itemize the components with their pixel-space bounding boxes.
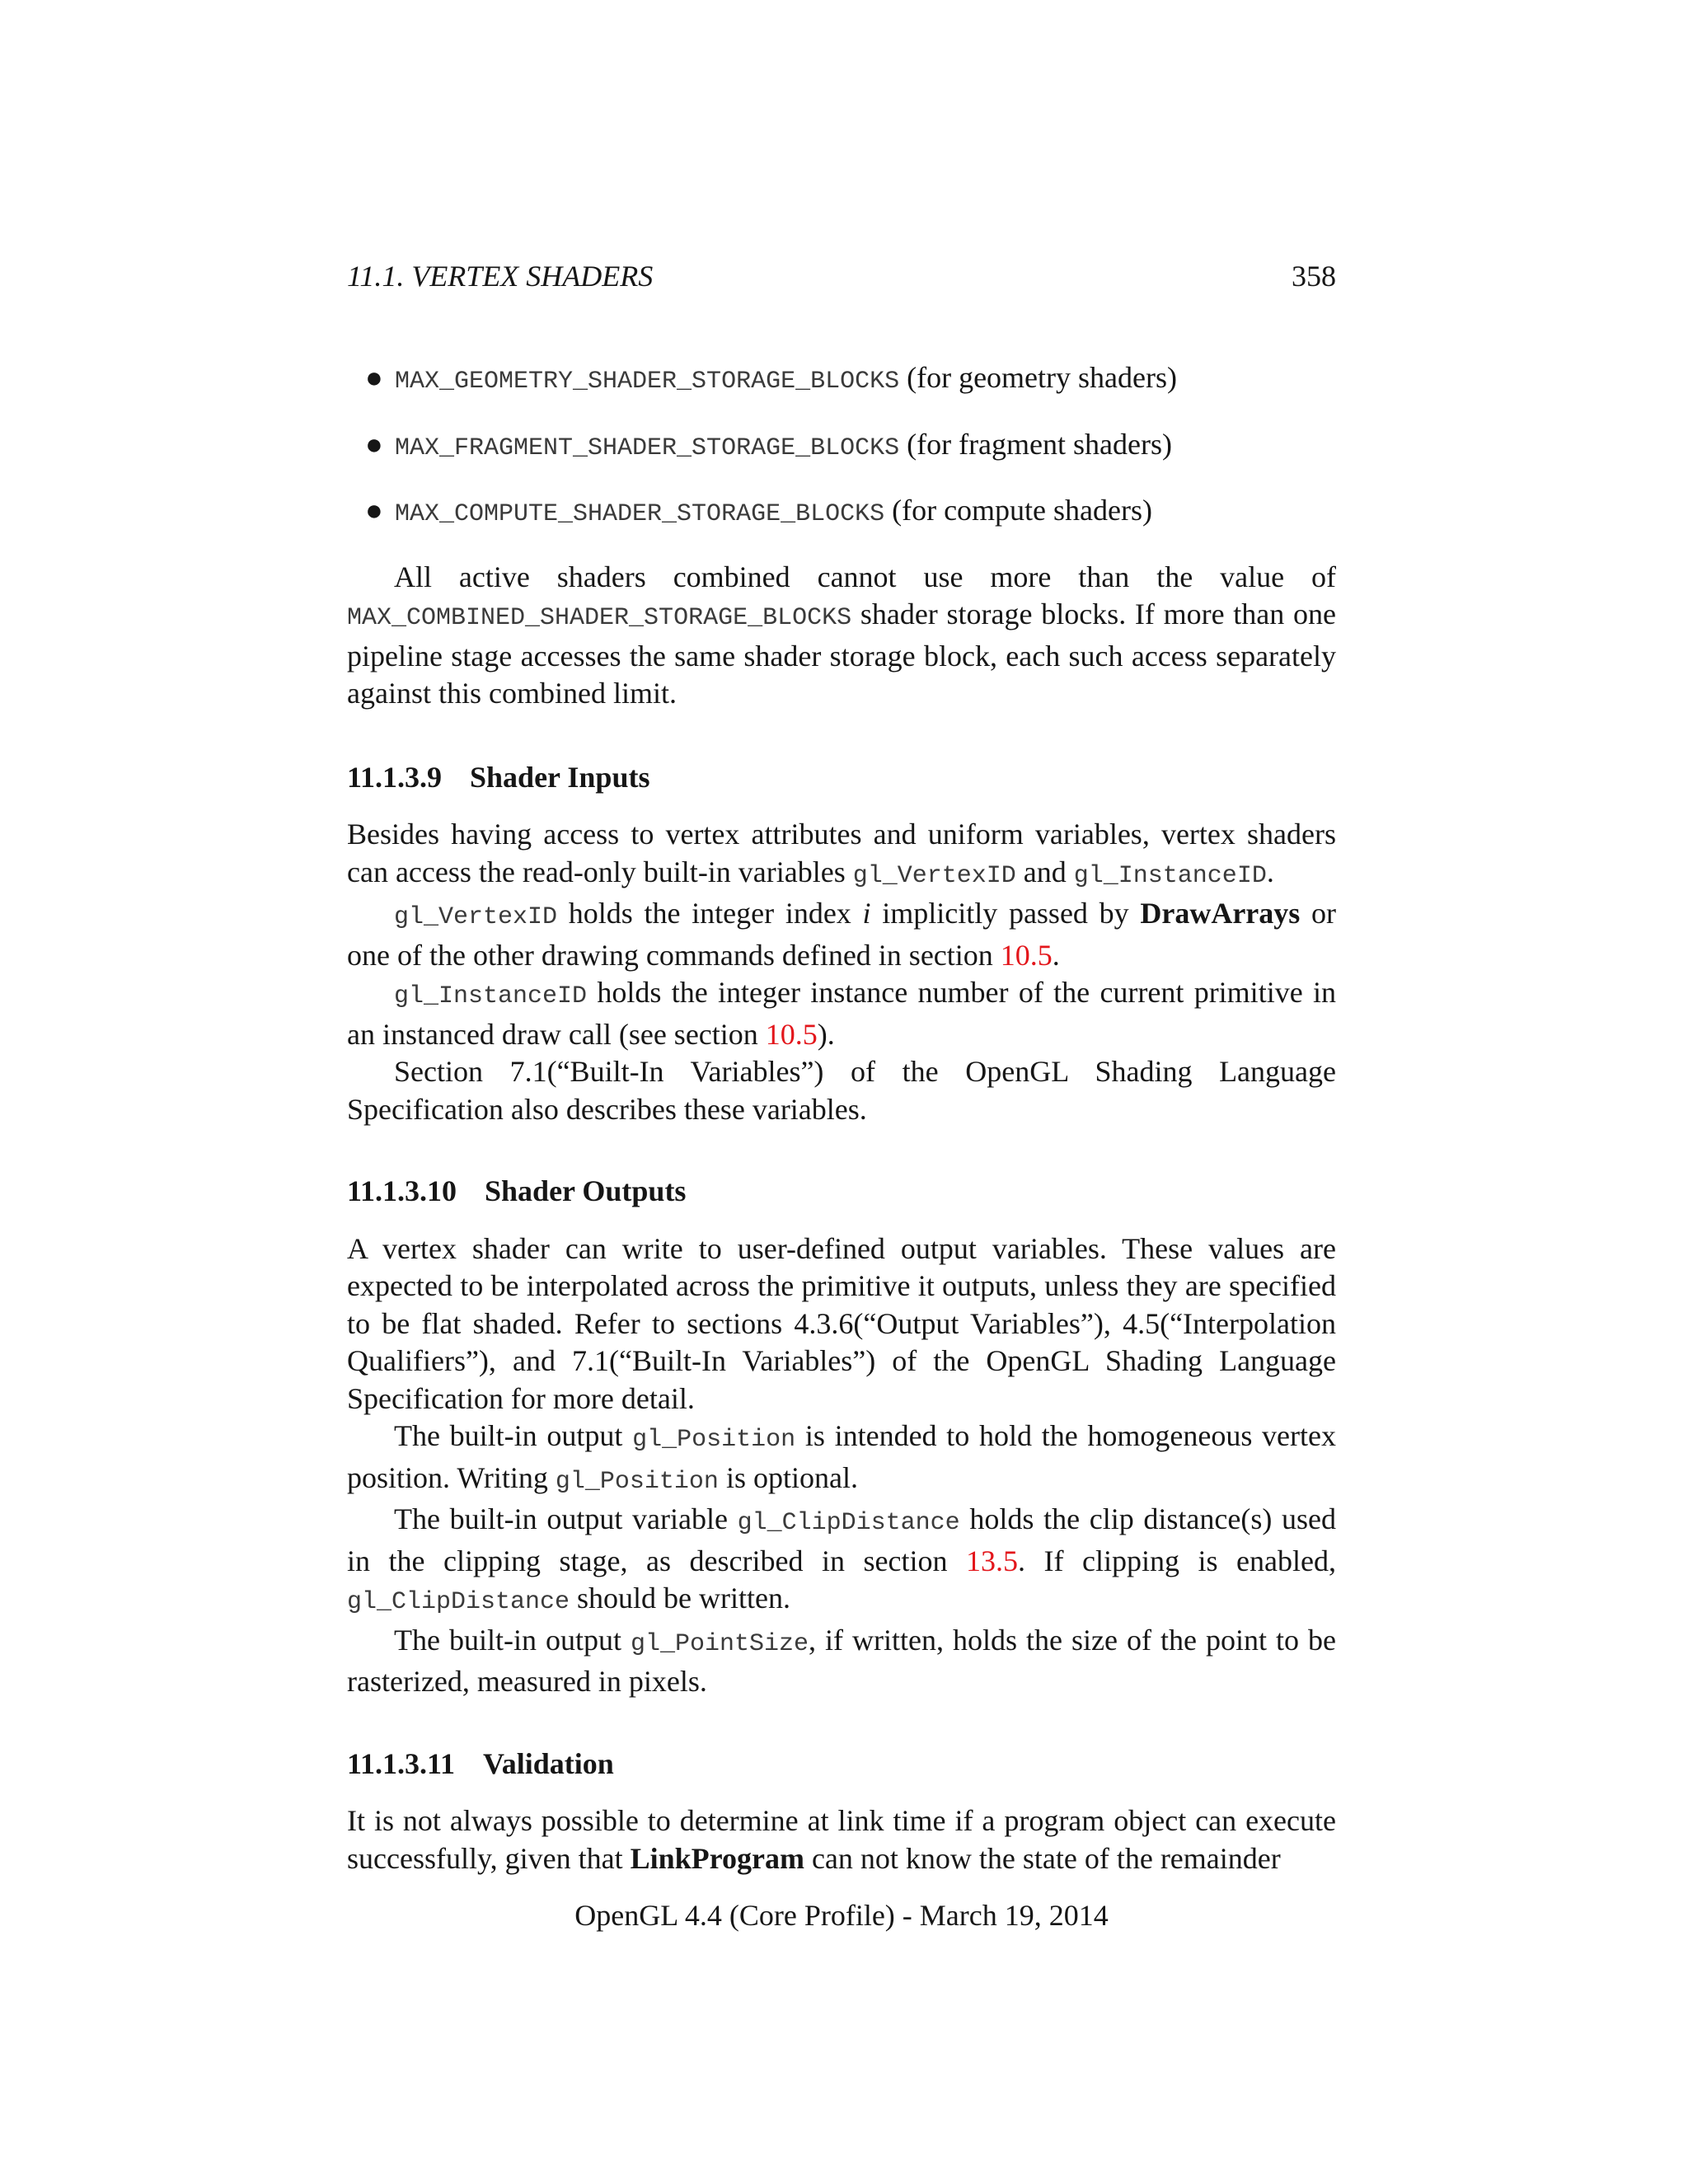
text: and — [1015, 855, 1074, 888]
text: . — [1266, 855, 1274, 888]
outputs-paragraph-1: A vertex shader can write to user-defined output variables. These values are expected to be interpolated across the primitive it outputs, unless they are specified to be flat shaded. Refer to sections 4.3.6(“Output Variables”), 4.5(“Interpolation Qualifiers”), and 7.1(“Built-In Variables”) of the OpenGL Shading Language Specification for more detail. — [347, 1231, 1336, 1415]
bullet-list — [347, 359, 1336, 534]
text: or one of the other drawing commands defined in section — [347, 897, 1336, 972]
command-name: LinkProgram — [630, 1841, 804, 1875]
outputs-paragraph-3 — [347, 1501, 1336, 1622]
section-title: Shader Outputs — [485, 1174, 687, 1207]
text: The built-in output variable — [394, 1502, 738, 1535]
section-title: Shader Inputs — [470, 760, 650, 794]
section-number: 11.1.3.10 — [347, 1174, 457, 1207]
text: , if written, holds the size of the point to be rasterized, measured in pixels. — [347, 1623, 1337, 1698]
code-gl-instanceid: gl_InstanceID — [1073, 861, 1267, 890]
inputs-paragraph-3 — [347, 974, 1336, 1053]
code-gl-vertexid: gl_VertexID — [394, 903, 558, 931]
text: The built-in output — [394, 1419, 633, 1452]
text: is optional. — [718, 1460, 858, 1494]
inputs-paragraph-4: Section 7.1(“Built-In Variables”) of the OpenGL Shading Language Specification also describes these variables. — [347, 1055, 1336, 1126]
section-link[interactable]: 10.5 — [765, 1017, 818, 1051]
section-heading-validation — [347, 1746, 1336, 1783]
bullet-item-compute — [365, 492, 1336, 534]
text: implicitly passed by — [870, 897, 1141, 930]
bullet-item-geometry — [365, 359, 1336, 401]
bullet-item-fragment — [365, 426, 1336, 468]
bullet-dot-icon: ● — [365, 427, 383, 461]
text: The built-in output — [394, 1623, 631, 1657]
section-number: 11.1.3.9 — [347, 760, 443, 794]
math-variable: i — [862, 897, 871, 930]
text: holds the integer instance number of the current primitive in an instanced draw call (see section — [347, 976, 1336, 1051]
text: It is not always possible to determine at link time if a program object can execute successfully, given that — [347, 1804, 1336, 1875]
outputs-paragraph-4 — [347, 1622, 1336, 1701]
intro-code: MAX_COMBINED_SHADER_STORAGE_BLOCKS — [347, 604, 852, 632]
section-heading-shader-outputs — [347, 1173, 1336, 1211]
bullet-text: (for fragment shaders) — [899, 427, 1172, 461]
intro-text-2: shader storage blocks. If more than one pipeline stage accesses the same shader storage block, each such access separately against this combined limit. — [347, 598, 1336, 710]
page-body — [347, 359, 1336, 1877]
page-number: 358 — [1292, 260, 1336, 293]
document-page — [347, 0, 1336, 2184]
text: is intended to hold the homogeneous vertex position. Writing — [347, 1419, 1337, 1494]
outputs-paragraph-2 — [347, 1418, 1336, 1501]
section-heading-shader-inputs — [347, 759, 1336, 797]
text: ). — [817, 1017, 835, 1051]
text: . — [1052, 938, 1060, 972]
text: can not know the state of the remainder — [804, 1841, 1281, 1875]
validation-paragraph-1 — [347, 1802, 1336, 1877]
bullet-code: MAX_GEOMETRY_SHADER_STORAGE_BLOCKS — [395, 368, 900, 396]
running-header — [347, 259, 1336, 300]
intro-paragraph — [347, 559, 1336, 713]
code-gl-position: gl_Position — [632, 1426, 796, 1454]
inputs-paragraph-1 — [347, 816, 1336, 895]
bullet-dot-icon: ● — [365, 361, 383, 394]
header-section-title: 11.1. VERTEX SHADERS — [347, 260, 654, 293]
code-gl-instanceid: gl_InstanceID — [394, 982, 588, 1010]
bullet-code: MAX_COMPUTE_SHADER_STORAGE_BLOCKS — [395, 500, 885, 528]
text: holds the integer index — [557, 897, 863, 930]
code-gl-position: gl_Position — [555, 1467, 719, 1496]
bullet-dot-icon: ● — [365, 494, 383, 527]
code-gl-clipdistance: gl_ClipDistance — [737, 1509, 960, 1537]
section-number: 11.1.3.11 — [347, 1746, 456, 1780]
command-name: DrawArrays — [1140, 897, 1301, 930]
section-link[interactable]: 13.5 — [966, 1544, 1018, 1577]
code-gl-vertexid: gl_VertexID — [852, 861, 1016, 890]
bullet-code: MAX_FRAGMENT_SHADER_STORAGE_BLOCKS — [395, 434, 900, 462]
intro-text-1: All active shaders combined cannot use more than the value of — [394, 560, 1336, 593]
bullet-text: (for geometry shaders) — [899, 361, 1177, 394]
section-title: Validation — [483, 1746, 614, 1780]
section-link[interactable]: 10.5 — [1000, 938, 1053, 972]
text: . If clipping is enabled, — [1018, 1544, 1336, 1577]
text: Besides having access to vertex attributes and uniform variables, vertex shaders can access the read-only built-in variables — [347, 818, 1336, 888]
code-gl-clipdistance: gl_ClipDistance — [347, 1588, 570, 1616]
inputs-paragraph-2 — [347, 895, 1336, 974]
code-gl-pointsize: gl_PointSize — [631, 1629, 809, 1658]
bullet-text: (for compute shaders) — [884, 494, 1152, 527]
page-footer: OpenGL 4.4 (Core Profile) - March 19, 2014 — [574, 1899, 1109, 1932]
text: should be written. — [570, 1582, 791, 1615]
text: holds the clip distance(s) used in the clipping stage, as described in section — [347, 1502, 1336, 1577]
